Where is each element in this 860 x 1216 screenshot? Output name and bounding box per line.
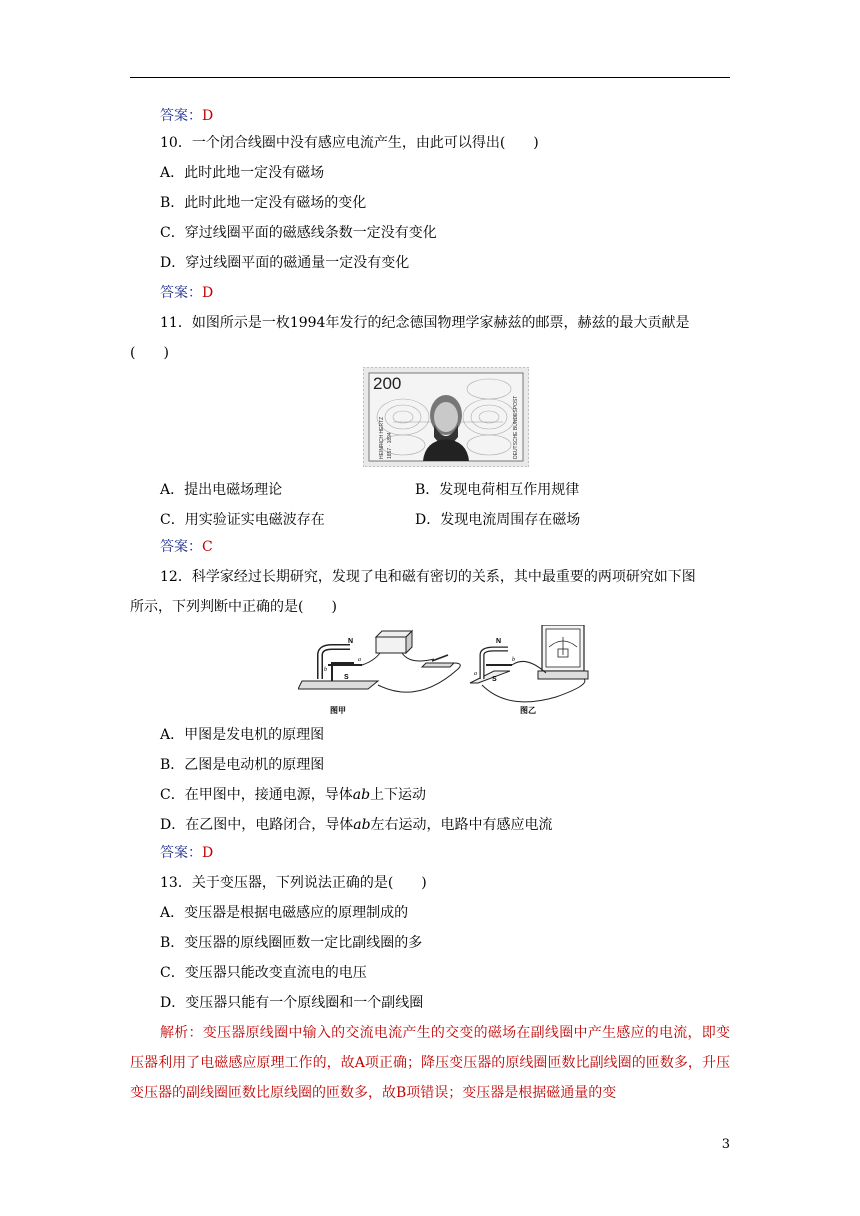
stamp-right-text: DEUTSCHE BUNDESPOST — [513, 395, 519, 459]
option-variable: ab — [352, 787, 371, 803]
answer-value: C — [202, 539, 213, 555]
stamp-years: 1857 · 1894 — [387, 432, 393, 459]
q12-figure — [298, 625, 598, 720]
q11-answer — [160, 537, 213, 557]
q13-option-b: B．变压器的原线圈匝数一定比副线圈的多 — [160, 935, 423, 951]
q13-option-c: C．变压器只能改变直流电的电压 — [160, 965, 367, 981]
fig-jia-caption: 图甲 — [330, 706, 346, 715]
fig-jia-s-label: S — [344, 674, 349, 681]
q11-option-c: C．用实验证实电磁波存在 — [160, 512, 325, 528]
q11-option-a: A．提出电磁场理论 — [160, 482, 283, 498]
q11-stem-line2: ( ) — [130, 345, 169, 361]
explanation-label: 解析： — [160, 1025, 203, 1041]
q10-option-d: D．穿过线圈平面的磁通量一定没有变化 — [160, 255, 410, 271]
page-number: 3 — [721, 1137, 730, 1152]
fig-yi-caption: 图乙 — [520, 706, 536, 715]
q11-stem-line1: 11．如图所示是一枚1994年发行的纪念德国物理学家赫兹的邮票，赫兹的最大贡献是 — [160, 315, 690, 331]
q12-stem-line1: 12．科学家经过长期研究，发现了电和磁有密切的关系，其中最重要的两项研究如下图 — [160, 569, 696, 585]
q11-option-b: B．发现电荷相互作用规律 — [415, 482, 580, 498]
q12-option-c — [160, 785, 426, 805]
q13-option-d: D．变压器只能有一个原线圈和一个副线圈 — [160, 995, 424, 1011]
q10-option-b: B．此时此地一定没有磁场的变化 — [160, 195, 367, 211]
stamp-left-text: HEINRICH HERTZ — [379, 416, 385, 459]
q13-option-a: A．变压器是根据电磁感应的原理制成的 — [160, 905, 409, 921]
q13-explanation — [130, 1018, 730, 1108]
answer-label: 答案： — [160, 108, 202, 124]
hertz-stamp — [363, 367, 529, 467]
option-text: D．在乙图中，电路闭合，导体 — [160, 817, 354, 833]
fig-yi-b-label: b — [512, 657, 515, 663]
q12-option-d — [160, 815, 553, 835]
option-text: 左右运动，电路中有感应电流 — [370, 817, 553, 833]
q12-answer — [160, 843, 213, 863]
figure-yi — [470, 625, 588, 715]
answer-value: D — [202, 285, 214, 301]
q13-stem: 13．关于变压器，下列说法正确的是( ) — [160, 875, 427, 891]
q11-option-d: D．发现电流周围存在磁场 — [415, 512, 581, 528]
q10-option-a: A．此时此地一定没有磁场 — [160, 165, 325, 181]
option-text: 上下运动 — [370, 787, 427, 803]
fig-yi-s-label: S — [492, 676, 497, 683]
answer-label: 答案： — [160, 285, 202, 301]
fig-jia-n-label: N — [348, 638, 354, 645]
q10-answer — [160, 283, 213, 303]
q9-answer — [160, 106, 213, 126]
q12-stem-line2: 所示，下列判断中正确的是( ) — [130, 599, 337, 615]
answer-value: D — [202, 845, 214, 861]
q10-option-c: C．穿过线圈平面的磁感线条数一定没有变化 — [160, 225, 437, 241]
answer-label: 答案： — [160, 845, 202, 861]
fig-yi-a-label: a — [474, 671, 477, 677]
q10-stem: 10．一个闭合线圈中没有感应电流产生，由此可以得出( ) — [160, 135, 539, 151]
option-variable: ab — [353, 817, 371, 833]
header-rule — [130, 77, 730, 78]
stamp-value: 200 — [373, 374, 402, 393]
answer-label: 答案： — [160, 539, 202, 555]
fig-yi-n-label: N — [496, 638, 502, 645]
explanation-text: 变压器原线圈中输入的交流电流产生的交变的磁场在副线圈中产生感应的电流，即变压器利用了电磁感应原理工作的，故A项正确；降压变压器的原线圈匝数比副线圈的匝数多，升压变压器的副线圈匝数比原线圈的匝数多，故B项错误；变压器是根据磁通量的变 — [130, 1025, 731, 1101]
fig-jia-a-label: a — [358, 657, 361, 663]
q12-option-b: B．乙图是电动机的原理图 — [160, 757, 325, 773]
q12-option-a: A．甲图是发电机的原理图 — [160, 727, 325, 743]
fig-jia-b-label: b — [324, 667, 327, 673]
answer-value: D — [202, 108, 214, 124]
option-text: C．在甲图中，接通电源，导体 — [160, 787, 353, 803]
figure-jia — [298, 631, 460, 715]
